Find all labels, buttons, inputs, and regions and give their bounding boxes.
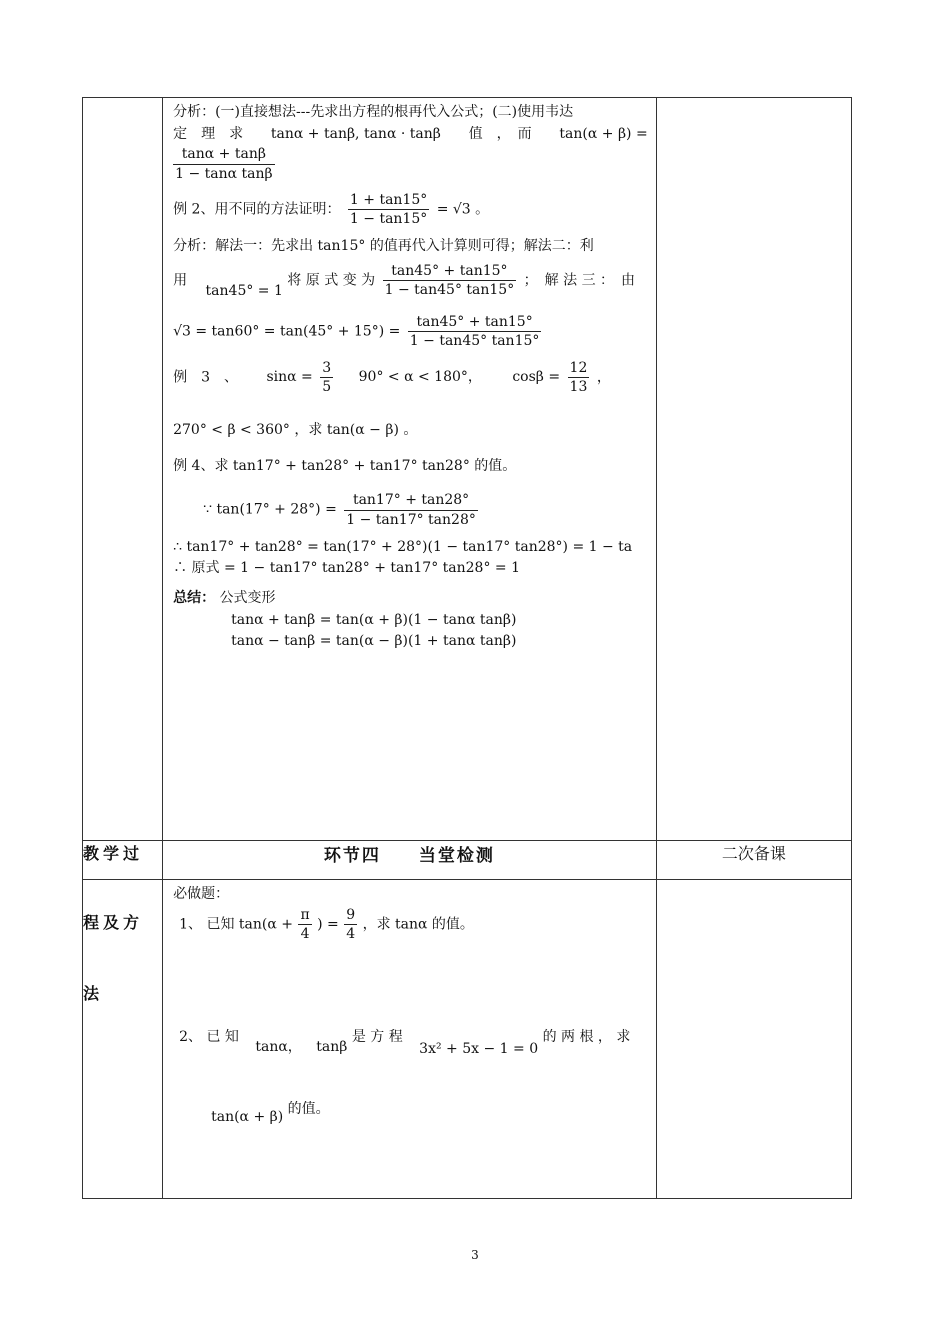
content-cell-top [163,98,657,841]
example3-line: 例 3 、 sinα = $\frac{3}{5}$ 90° < α < 180°， cosβ = $\frac{12}{13}$ ， [173,359,611,395]
process-label-end: 法 [83,984,104,1003]
analysis2-line-a: 分析：解法一：先求出 tan15° 的值再代入计算则可得；解法二：利 [173,238,594,255]
formula-sum: tanα + tanβ = tan(α + β)(1 − tanα tanβ) [231,611,517,628]
section-header-row [83,841,852,880]
because-line: ∵ tan(17° + 28°) = $\frac{\tan 17^\circ + \tan 28^\circ}{1 - \tan 17^\circ \tan 28^\circ}$ [203,492,476,528]
question-2-line-2: tan(α + β) 的值。 [211,1100,330,1125]
sqrt3-derivation: √3 = tan60° = tan(45° + 15°) = $\frac{\tan 45^\circ + \tan 15^\circ}{1 - \tan 45^\circ \tan 15^\circ}$ [173,314,540,350]
left-cell-top [83,98,163,841]
therefore-line-2: ∴ 原式 = 1 − tan17° tan28° + tan17° tan28° = 1 [173,560,520,577]
page-number: 3 [471,1248,479,1262]
question-1: 1、 已知 tan(α + $\frac{\pi}{4}$ ) = $\frac{9}{4}$ ，求 tanα 的值。 [179,906,474,942]
required-label: 必做题： [173,886,230,902]
lesson-table [82,97,852,1199]
content-cell-bottom [163,880,657,1199]
analysis1-fraction: $\frac{\tan\alpha + \tan\beta}{\text{1 − tanα tanβ}}$ [175,146,273,182]
question-2: 2、 已 知 tanα， tanβ 是 方 程 3x² + 5x − 1 = 0 的 两 根 ， 求 [179,1029,631,1058]
secondary-prep-label: 二次备课 [656,841,851,880]
process-label-top: 教学过 [83,841,163,880]
example2-line: 例 2、用不同的方法证明： $\frac{1 + \tan 15^\circ}{1 - \tan 15^\circ}$ = √3 。 [173,191,490,227]
example4-line: 例 4、求 tan17° + tan28° + tan17° tan28° 的值。 [173,457,517,474]
analysis1-line-a: 分析：(一)直接想法---先求出方程的根再代入公式；(二)使用韦达 [173,104,574,120]
content-row-top [83,98,852,841]
section-title: 环节四 当堂检测 [163,841,657,880]
right-cell-top [656,98,851,841]
right-cell-bottom [656,880,851,1199]
analysis1-line-b: 定 理 求 tanα + tanβ, tanα · tanβ 值 ， 而 tan(α + β) = [173,125,648,142]
left-cell-bottom [83,880,163,1199]
analysis2-line-b: 用 tan45° = 1 将 原 式 变 为 $\frac{\tan 45^\circ + \tan 15^\circ}{1 - \tan 45^\circ \tan 15^\circ}$ ； 解 法 三 ： 由 [173,262,636,299]
process-label-mid: 程及方 [83,913,144,932]
formula-diff: tanα − tanβ = tan(α − β)(1 + tanα tanβ) [231,633,517,650]
therefore-line-1: ∴ tan17° + tan28° = tan(17° + 28°)(1 − tan17° tan28°) = 1 − ta [173,538,633,555]
example3-line2: 270° < β < 360° ，求 tan(α − β) 。 [173,421,418,438]
content-row-bottom [83,880,852,1199]
summary-line: 总结： 公式变形 [173,590,276,607]
